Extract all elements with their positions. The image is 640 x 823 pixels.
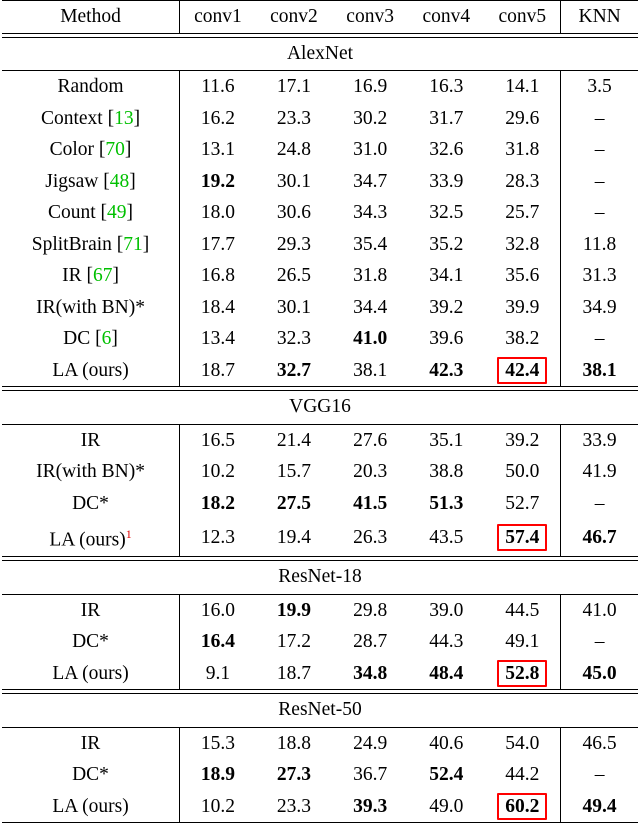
row-method-label: DC* [2,488,180,520]
row-method-label: LA (ours) [2,658,180,690]
header-conv1: conv1 [180,1,256,34]
highlighted-value: 57.4 [497,524,547,551]
bold-value: 42.3 [429,360,463,381]
row-method-label: Context [13] [2,103,180,135]
bold-value: 38.1 [583,360,617,381]
cell-knn [561,519,638,557]
citation-ref[interactable]: 48 [110,171,130,192]
cell-conv4: 39.6 [408,323,484,355]
bold-value: 19.2 [201,171,235,192]
table-row [2,759,638,791]
bold-value: 34.8 [353,663,387,684]
cell-conv2: 24.8 [256,134,332,166]
row-method-label: Count [49] [2,197,180,229]
table-row [2,134,638,166]
cell-conv4: 35.1 [408,424,484,456]
cell-knn: – [561,103,638,135]
cell-conv4: 32.5 [408,197,484,229]
cell-conv2: 15.7 [256,456,332,488]
cell-knn: 41.9 [561,456,638,488]
citation-ref[interactable]: 6 [102,328,112,349]
citation-ref[interactable]: 13 [114,108,134,129]
cell-conv1: 18.0 [180,197,256,229]
cell-conv5: 25.7 [484,197,560,229]
cell-conv1 [180,626,256,658]
table-row [2,71,638,103]
row-method-label: Jigsaw [48] [2,166,180,198]
cell-conv5: 52.7 [484,488,560,520]
cell-conv5: 39.9 [484,292,560,324]
section-header-row [2,391,638,423]
cell-conv3 [332,488,408,520]
cell-knn: – [561,134,638,166]
cell-conv3: 30.2 [332,103,408,135]
cell-conv3: 31.0 [332,134,408,166]
cell-knn: 11.8 [561,229,638,261]
table-row [2,292,638,324]
cell-conv5: 44.2 [484,759,560,791]
bold-value: 51.3 [429,493,463,514]
cell-knn: 31.3 [561,260,638,292]
cell-conv1: 18.7 [180,355,256,387]
header-conv3: conv3 [332,1,408,34]
cell-knn: 3.5 [561,71,638,103]
table-row [2,103,638,135]
cell-conv2 [256,355,332,387]
cell-conv5: 29.6 [484,103,560,135]
bold-value: 18.2 [201,493,235,514]
cell-conv5 [484,519,560,557]
cell-conv4: 43.5 [408,519,484,557]
row-method-label: LA (ours) [2,355,180,387]
cell-conv3: 20.3 [332,456,408,488]
cell-knn: – [561,759,638,791]
cell-conv2: 23.3 [256,103,332,135]
table-row [2,727,638,759]
cell-conv5: 32.8 [484,229,560,261]
cell-conv1: 15.3 [180,727,256,759]
cell-conv5 [484,791,560,823]
cell-conv5: 31.8 [484,134,560,166]
cell-conv5: 28.3 [484,166,560,198]
cell-conv5 [484,658,560,690]
cell-conv3: 34.3 [332,197,408,229]
cell-conv2: 17.2 [256,626,332,658]
header-method: Method [2,1,180,34]
row-method-label: SplitBrain [71] [2,229,180,261]
highlighted-value: 60.2 [497,793,547,820]
cell-conv3 [332,323,408,355]
cell-conv2: 30.1 [256,292,332,324]
cell-knn: – [561,488,638,520]
cell-conv5 [484,355,560,387]
cell-conv1: 18.4 [180,292,256,324]
cell-conv3: 31.8 [332,260,408,292]
cell-conv1: 16.5 [180,424,256,456]
cell-conv4 [408,759,484,791]
cell-conv2: 29.3 [256,229,332,261]
bold-value: 41.5 [353,493,387,514]
section-header-row [2,694,638,726]
table-row [2,456,638,488]
cell-conv1: 13.4 [180,323,256,355]
footnote-marker: 1 [126,527,132,541]
row-method-label: Random [2,71,180,103]
cell-conv5: 14.1 [484,71,560,103]
bold-value: 32.7 [277,360,311,381]
cell-conv4: 16.3 [408,71,484,103]
table-header-row [2,1,638,34]
cell-conv1 [180,166,256,198]
citation-ref[interactable]: 67 [93,265,113,286]
cell-conv4: 40.6 [408,727,484,759]
row-method-label: IR [2,424,180,456]
table-row [2,519,638,557]
cell-conv2 [256,759,332,791]
cell-conv1: 10.2 [180,791,256,823]
header-conv2: conv2 [256,1,332,34]
cell-conv3: 35.4 [332,229,408,261]
section-header-row [2,37,638,69]
cell-conv3: 27.6 [332,424,408,456]
cell-knn [561,355,638,387]
table-row [2,229,638,261]
cell-conv5: 35.6 [484,260,560,292]
row-method-label: IR [67] [2,260,180,292]
table-row [2,260,638,292]
table-row [2,791,638,823]
row-method-label: DC* [2,759,180,791]
cell-conv1: 10.2 [180,456,256,488]
highlighted-value: 42.4 [497,357,547,384]
bold-value: 45.0 [583,663,617,684]
cell-conv3: 29.8 [332,594,408,626]
bold-value: 52.4 [429,764,463,785]
cell-knn: – [561,323,638,355]
cell-conv4: 32.6 [408,134,484,166]
bold-value: 16.4 [201,631,235,652]
cell-conv2: 23.3 [256,791,332,823]
bold-value: 48.4 [429,663,463,684]
cell-conv4 [408,658,484,690]
row-method-label: LA (ours) [2,791,180,823]
cell-conv5: 39.2 [484,424,560,456]
citation-ref[interactable]: 71 [123,234,143,255]
cell-conv2 [256,488,332,520]
results-table [2,0,638,823]
cell-knn [561,658,638,690]
row-method-label: LA (ours)$^1$ [2,519,180,557]
cell-conv3: 38.1 [332,355,408,387]
section-header-row [2,561,638,593]
cell-conv4 [408,355,484,387]
cell-conv4: 44.3 [408,626,484,658]
cell-conv1: 9.1 [180,658,256,690]
cell-conv2: 21.4 [256,424,332,456]
table-row [2,658,638,690]
cell-knn: – [561,197,638,229]
citation-ref[interactable]: 70 [105,139,125,160]
cell-conv1: 16.8 [180,260,256,292]
cell-conv3: 24.9 [332,727,408,759]
bold-value: 49.4 [583,796,617,817]
cell-conv2 [256,594,332,626]
cell-conv2: 32.3 [256,323,332,355]
row-method-label: IR [2,594,180,626]
row-method-label: IR(with BN)* [2,456,180,488]
cell-conv2: 19.4 [256,519,332,557]
cell-conv3: 34.4 [332,292,408,324]
cell-conv4: 34.1 [408,260,484,292]
cell-conv5: 50.0 [484,456,560,488]
cell-knn: 41.0 [561,594,638,626]
table-row [2,424,638,456]
row-method-label: Color [70] [2,134,180,166]
cell-conv4: 49.0 [408,791,484,823]
section-title-ResNet-18: ResNet-18 [2,561,638,593]
cell-conv3 [332,791,408,823]
table-row [2,355,638,387]
cell-conv2: 18.7 [256,658,332,690]
cell-conv2: 18.8 [256,727,332,759]
table-row [2,197,638,229]
cell-conv4: 39.0 [408,594,484,626]
cell-conv2: 30.6 [256,197,332,229]
cell-conv1: 16.2 [180,103,256,135]
cell-knn: 46.5 [561,727,638,759]
cell-knn: – [561,166,638,198]
cell-knn: 33.9 [561,424,638,456]
cell-conv2: 30.1 [256,166,332,198]
header-conv5: conv5 [484,1,560,34]
row-method-label: IR [2,727,180,759]
cell-conv3: 36.7 [332,759,408,791]
cell-conv4 [408,488,484,520]
bold-value: 39.3 [353,796,387,817]
cell-conv1 [180,488,256,520]
cell-conv4: 38.8 [408,456,484,488]
table-row [2,594,638,626]
cell-conv3: 16.9 [332,71,408,103]
table-row [2,323,638,355]
citation-ref[interactable]: 49 [107,202,127,223]
cell-conv1: 12.3 [180,519,256,557]
cell-conv5: 44.5 [484,594,560,626]
bold-value: 41.0 [353,328,387,349]
cell-conv5: 38.2 [484,323,560,355]
bold-value: 18.9 [201,764,235,785]
cell-conv5: 49.1 [484,626,560,658]
cell-conv1: 16.0 [180,594,256,626]
cell-conv1: 17.7 [180,229,256,261]
cell-knn [561,791,638,823]
section-title-AlexNet: AlexNet [2,37,638,69]
bold-value: 27.3 [277,764,311,785]
results-table-body [2,1,638,823]
bold-value: 19.9 [277,600,311,621]
cell-conv3 [332,658,408,690]
bold-value: 46.7 [583,527,617,548]
cell-conv3: 34.7 [332,166,408,198]
cell-conv4: 33.9 [408,166,484,198]
table-row [2,166,638,198]
cell-conv2: 17.1 [256,71,332,103]
bold-value: 27.5 [277,493,311,514]
cell-conv1: 13.1 [180,134,256,166]
cell-conv2: 26.5 [256,260,332,292]
section-title-VGG16: VGG16 [2,391,638,423]
cell-knn: 34.9 [561,292,638,324]
header-knn: KNN [561,1,638,34]
cell-conv1 [180,759,256,791]
cell-conv5: 54.0 [484,727,560,759]
row-method-label: DC* [2,626,180,658]
table-row [2,488,638,520]
section-title-ResNet-50: ResNet-50 [2,694,638,726]
cell-conv1: 11.6 [180,71,256,103]
row-method-label: DC [6] [2,323,180,355]
table-row [2,626,638,658]
row-method-label: IR(with BN)* [2,292,180,324]
cell-conv4: 35.2 [408,229,484,261]
cell-conv4: 31.7 [408,103,484,135]
cell-conv3: 26.3 [332,519,408,557]
cell-conv4: 39.2 [408,292,484,324]
cell-knn: – [561,626,638,658]
header-conv4: conv4 [408,1,484,34]
cell-conv3: 28.7 [332,626,408,658]
highlighted-value: 52.8 [497,660,547,687]
